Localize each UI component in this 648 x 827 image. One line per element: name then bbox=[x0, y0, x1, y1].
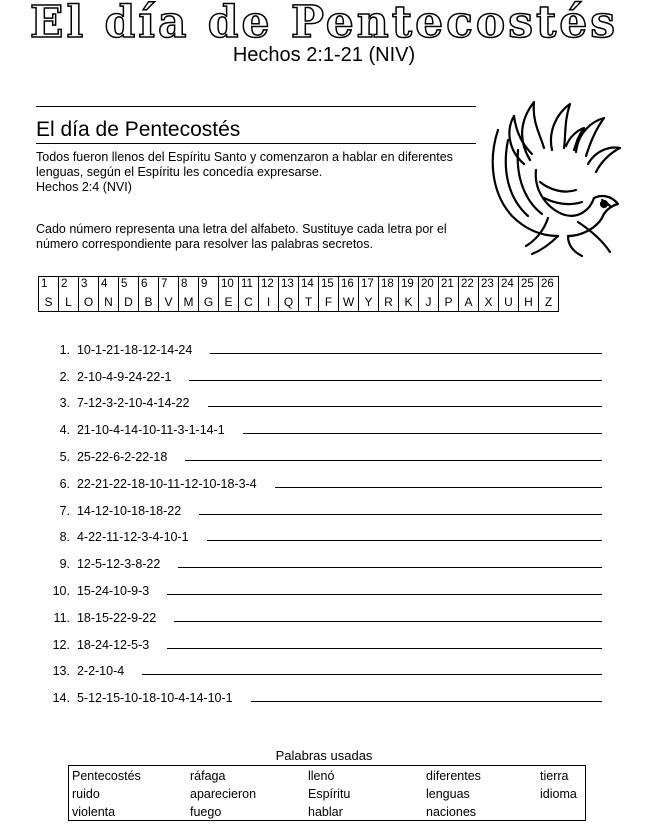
cipher-number: 11 bbox=[241, 278, 253, 290]
cipher-letters-row bbox=[39, 294, 559, 312]
cipher-letter: J bbox=[425, 295, 432, 309]
cipher-number: 10 bbox=[221, 278, 234, 290]
puzzle-code: 18-24-12-5-3 bbox=[76, 637, 150, 652]
cipher-cell bbox=[59, 277, 79, 295]
puzzle-code: 14-12-10-18-18-22 bbox=[76, 503, 182, 518]
puzzle-number: 11. bbox=[53, 610, 70, 625]
cipher-cell bbox=[119, 277, 139, 295]
cipher-number: 3 bbox=[81, 278, 88, 290]
cipher-letter: H bbox=[524, 295, 533, 309]
cipher-letter: Y bbox=[364, 295, 373, 309]
cipher-letter: B bbox=[144, 295, 153, 309]
cipher-letter: P bbox=[444, 295, 453, 309]
puzzle-row bbox=[36, 384, 606, 411]
answer-line[interactable] bbox=[178, 567, 602, 568]
cipher-letter: U bbox=[504, 295, 513, 309]
instructions-text: Cado número representa una letra del alfabeto. Sustituye cada letra por el número correspondiente para resolver las palabras secretos. bbox=[36, 222, 447, 251]
puzzle-code: 25-22-6-2-22-18 bbox=[76, 449, 168, 464]
cipher-letter: E bbox=[224, 295, 233, 309]
puzzle-number: 5. bbox=[59, 449, 70, 464]
top-rule bbox=[36, 106, 476, 107]
word-item: llenó bbox=[308, 769, 335, 783]
cipher-cell bbox=[499, 277, 519, 295]
cipher-cell bbox=[419, 294, 439, 312]
cipher-letter: N bbox=[104, 295, 113, 309]
cipher-number: 26 bbox=[541, 278, 554, 290]
verse-reference: Hechos 2:4 (NVI) bbox=[36, 180, 132, 194]
word-bank bbox=[68, 765, 586, 821]
verse-text bbox=[36, 150, 476, 195]
puzzle-code: 5-12-15-10-18-10-4-14-10-1 bbox=[76, 691, 233, 706]
cipher-cell bbox=[179, 277, 199, 295]
answer-line[interactable] bbox=[210, 353, 602, 354]
cipher-letter: F bbox=[324, 295, 333, 309]
puzzle-number: 10. bbox=[52, 583, 70, 598]
word-item: diferentes bbox=[426, 769, 481, 783]
puzzle-code: 10-1-21-18-12-14-24 bbox=[76, 342, 193, 357]
puzzle-row bbox=[36, 410, 606, 437]
puzzle-row bbox=[36, 652, 606, 679]
puzzle-code: 21-10-4-14-10-11-3-1-14-1 bbox=[76, 423, 225, 438]
cipher-cell bbox=[359, 294, 379, 312]
cipher-cell bbox=[539, 294, 559, 312]
answer-line[interactable] bbox=[275, 487, 602, 488]
cipher-letter: Q bbox=[283, 295, 294, 309]
puzzle-number: 4. bbox=[59, 423, 70, 438]
cipher-cell bbox=[339, 294, 359, 312]
cipher-cell bbox=[399, 294, 419, 312]
cipher-letter: A bbox=[464, 295, 473, 309]
puzzle-code: 18-15-22-9-22 bbox=[76, 610, 157, 625]
word-item: Espíritu bbox=[308, 787, 351, 801]
word-item: aparecieron bbox=[190, 787, 257, 801]
cipher-number: 20 bbox=[421, 278, 434, 290]
page-subtitle: Hechos 2:1-21 (NIV) bbox=[232, 44, 416, 66]
cipher-cell bbox=[139, 294, 159, 312]
cipher-number: 2 bbox=[61, 278, 68, 290]
answer-line[interactable] bbox=[174, 621, 602, 622]
cipher-cell bbox=[159, 294, 179, 312]
cipher-cell bbox=[139, 277, 159, 295]
puzzle-number: 12. bbox=[52, 637, 70, 652]
cipher-number: 16 bbox=[341, 278, 354, 290]
puzzle-number: 7. bbox=[59, 503, 70, 518]
cipher-cell bbox=[539, 277, 559, 295]
cipher-key-table bbox=[38, 276, 559, 312]
cipher-cell bbox=[379, 294, 399, 312]
puzzle-number: 3. bbox=[59, 396, 70, 411]
cipher-number: 17 bbox=[361, 278, 374, 290]
cipher-letter: O bbox=[83, 295, 94, 309]
cipher-letter: X bbox=[484, 295, 493, 309]
word-item: tierra bbox=[540, 769, 569, 783]
cipher-cell bbox=[119, 294, 139, 312]
cipher-number: 12 bbox=[261, 278, 274, 290]
cipher-letter: I bbox=[266, 295, 271, 309]
cipher-cell bbox=[499, 294, 519, 312]
answer-line[interactable] bbox=[189, 380, 602, 381]
cipher-cell bbox=[219, 294, 239, 312]
cipher-letter: K bbox=[404, 295, 413, 309]
cipher-cell bbox=[179, 294, 199, 312]
puzzle-code: 15-24-10-9-3 bbox=[76, 583, 150, 598]
word-item: Pentecostés bbox=[72, 769, 141, 783]
cipher-cell bbox=[359, 277, 379, 295]
cipher-number: 25 bbox=[521, 278, 534, 290]
word-item bbox=[540, 803, 590, 821]
cipher-cell bbox=[259, 277, 279, 295]
cipher-cell bbox=[239, 294, 259, 312]
cipher-cell bbox=[439, 294, 459, 312]
page-title: El día de Pentecostés bbox=[29, 0, 619, 48]
cipher-cell bbox=[99, 277, 119, 295]
answer-line[interactable] bbox=[167, 594, 602, 595]
cipher-cell bbox=[39, 277, 59, 295]
cipher-cell bbox=[199, 277, 219, 295]
cipher-number: 18 bbox=[381, 278, 394, 290]
cipher-cell bbox=[259, 294, 279, 312]
word-item: fuego bbox=[190, 805, 222, 819]
answer-line[interactable] bbox=[207, 540, 602, 541]
cipher-cell bbox=[79, 277, 99, 295]
cipher-cell bbox=[379, 277, 399, 295]
cipher-numbers-row bbox=[39, 277, 559, 295]
cipher-letter: R bbox=[384, 295, 393, 309]
cipher-letter: G bbox=[203, 295, 214, 309]
cipher-letter: Z bbox=[544, 295, 553, 309]
word-item: lenguas bbox=[426, 787, 470, 801]
cipher-letter: M bbox=[183, 295, 194, 309]
cipher-letter: W bbox=[342, 295, 355, 309]
cipher-number: 23 bbox=[481, 278, 494, 290]
cipher-cell bbox=[99, 294, 119, 312]
puzzle-number: 13. bbox=[52, 664, 70, 679]
puzzle-row bbox=[36, 437, 606, 464]
puzzle-row bbox=[36, 571, 606, 598]
puzzle-row bbox=[36, 464, 606, 491]
puzzle-code: 4-22-11-12-3-4-10-1 bbox=[76, 530, 189, 545]
cipher-letter: D bbox=[124, 295, 133, 309]
cipher-cell bbox=[159, 277, 179, 295]
puzzle-number: 2. bbox=[59, 369, 70, 384]
word-item: ruido bbox=[72, 787, 100, 801]
cipher-cell bbox=[459, 277, 479, 295]
cipher-letter: V bbox=[164, 295, 173, 309]
puzzle-code: 2-2-10-4 bbox=[76, 664, 125, 679]
puzzle-list bbox=[36, 330, 606, 705]
puzzle-number: 14. bbox=[52, 691, 70, 706]
cipher-number: 21 bbox=[441, 278, 454, 290]
word-item: ráfaga bbox=[190, 769, 226, 783]
puzzle-number: 6. bbox=[59, 476, 70, 491]
cipher-cell bbox=[439, 277, 459, 295]
puzzle-code: 2-10-4-9-24-22-1 bbox=[76, 369, 172, 384]
cipher-cell bbox=[519, 294, 539, 312]
puzzle-code: 12-5-12-3-8-22 bbox=[76, 557, 161, 572]
cipher-letter: L bbox=[65, 295, 72, 309]
cipher-number: 13 bbox=[281, 278, 294, 290]
cipher-number: 6 bbox=[141, 278, 148, 290]
word-item: idioma bbox=[540, 787, 577, 801]
word-item: naciones bbox=[426, 805, 477, 819]
puzzle-number: 9. bbox=[59, 557, 70, 572]
cipher-cell bbox=[199, 294, 219, 312]
puzzle-row bbox=[36, 544, 606, 571]
puzzle-number: 8. bbox=[59, 530, 70, 545]
cipher-cell bbox=[479, 294, 499, 312]
cipher-number: 15 bbox=[321, 278, 334, 290]
answer-line[interactable] bbox=[167, 648, 602, 649]
cipher-cell bbox=[219, 277, 239, 295]
cipher-number: 4 bbox=[101, 278, 108, 290]
cipher-cell bbox=[39, 294, 59, 312]
cipher-cell bbox=[319, 294, 339, 312]
cipher-letter: T bbox=[304, 295, 313, 309]
cipher-cell bbox=[279, 294, 299, 312]
puzzle-number: 1. bbox=[59, 342, 70, 357]
answer-line[interactable] bbox=[243, 433, 602, 434]
puzzle-row bbox=[36, 330, 606, 357]
answer-line[interactable] bbox=[199, 514, 602, 515]
answer-line[interactable] bbox=[251, 701, 602, 702]
cipher-cell bbox=[79, 294, 99, 312]
puzzle-row bbox=[36, 598, 606, 625]
cipher-cell bbox=[239, 277, 259, 295]
cipher-number: 9 bbox=[201, 278, 208, 290]
cipher-number: 22 bbox=[461, 278, 474, 290]
cipher-cell bbox=[339, 277, 359, 295]
section-rule bbox=[36, 143, 476, 144]
cipher-cell bbox=[459, 294, 479, 312]
verse-body: Todos fueron llenos del Espíritu Santo y comenzaron a hablar en diferentes lenguas, según el Espíritu les concedía expresarse. bbox=[36, 150, 453, 179]
cipher-letter: C bbox=[244, 295, 253, 309]
cipher-cell bbox=[319, 277, 339, 295]
cipher-number: 1 bbox=[41, 278, 48, 290]
cipher-number: 5 bbox=[121, 278, 128, 290]
cipher-cell bbox=[479, 277, 499, 295]
cipher-cell bbox=[519, 277, 539, 295]
cipher-letter: S bbox=[44, 295, 53, 309]
cipher-cell bbox=[279, 277, 299, 295]
answer-line[interactable] bbox=[208, 406, 602, 407]
puzzle-row bbox=[36, 625, 606, 652]
word-item: hablar bbox=[308, 805, 343, 819]
puzzle-row bbox=[36, 518, 606, 545]
dove-flame-icon bbox=[478, 90, 626, 258]
cipher-cell bbox=[59, 294, 79, 312]
answer-line[interactable] bbox=[142, 674, 602, 675]
puzzle-row bbox=[36, 678, 606, 705]
section-title: El día de Pentecostés bbox=[36, 118, 241, 141]
cipher-number: 14 bbox=[301, 278, 314, 290]
word-grid bbox=[69, 766, 585, 821]
cipher-cell bbox=[299, 277, 319, 295]
cipher-number: 19 bbox=[401, 278, 414, 290]
word-item: violenta bbox=[72, 805, 116, 819]
cipher-number: 24 bbox=[501, 278, 514, 290]
cipher-cell bbox=[399, 277, 419, 295]
puzzle-row bbox=[36, 491, 606, 518]
puzzle-row bbox=[36, 357, 606, 384]
puzzle-code: 7-12-3-2-10-4-14-22 bbox=[76, 396, 190, 411]
cipher-cell bbox=[419, 277, 439, 295]
cipher-cell bbox=[299, 294, 319, 312]
cipher-number: 7 bbox=[161, 278, 168, 290]
cipher-number: 8 bbox=[181, 278, 188, 290]
answer-line[interactable] bbox=[185, 460, 602, 461]
words-used-heading: Palabras usadas bbox=[275, 748, 373, 763]
puzzle-code: 22-21-22-18-10-11-12-10-18-3-4 bbox=[76, 476, 257, 491]
